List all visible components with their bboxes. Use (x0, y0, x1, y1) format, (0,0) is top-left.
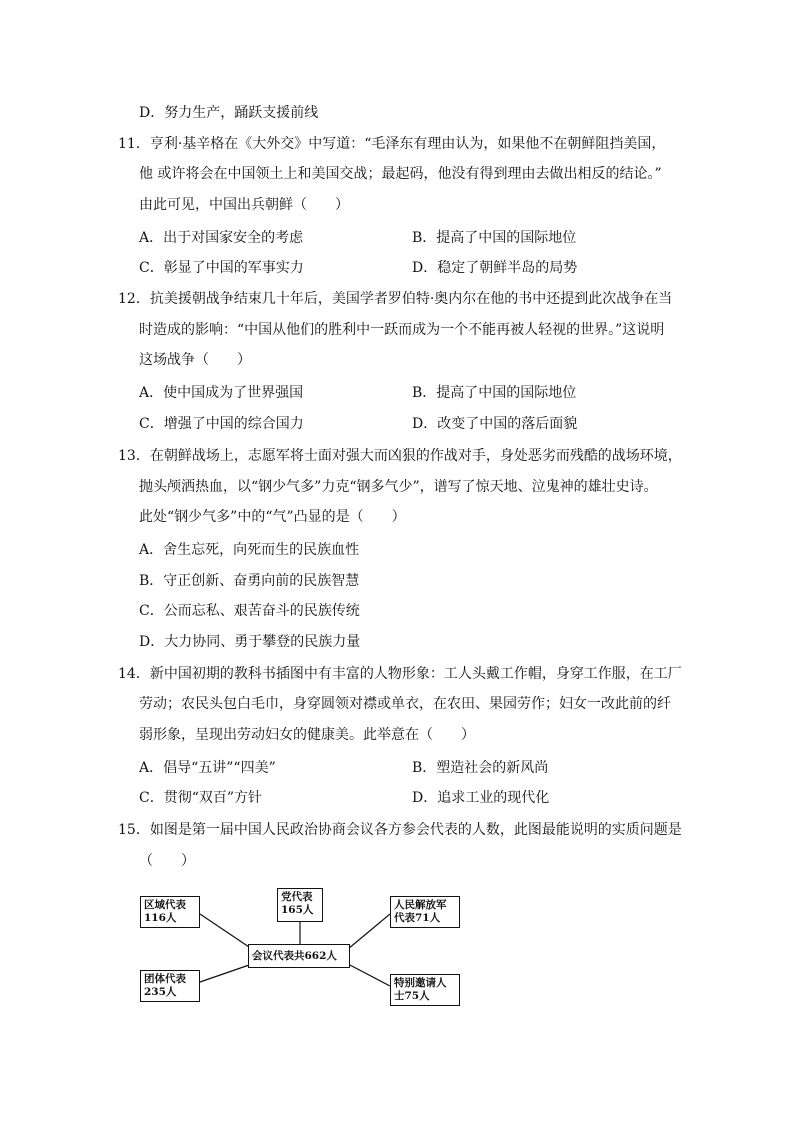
q13-option-a: A．舍生忘死，向死而生的民族血性 (139, 542, 360, 558)
q12-option-b: B．提高了中国的国际地位 (412, 385, 577, 401)
q11-option-c: C．彰显了中国的军事实力 (139, 260, 304, 276)
connector-special (348, 964, 390, 986)
q14-stem-line-3: 弱形象，呈现出劳动妇女的健康美。此举意在（ ） (139, 727, 475, 743)
q12-stem-line-2: 时造成的影响：“中国从他们的胜利中一跃而成为一个不能再被人轻视的世界。”这说明 (139, 322, 665, 338)
q14-option-d: D．追求工业的现代化 (412, 790, 550, 806)
center-box: 会议代表共662人 (248, 944, 350, 968)
connector-pla (348, 914, 390, 949)
connector-group (200, 964, 252, 982)
special-box: 特别邀请人士75人 (390, 974, 460, 1006)
q11-option-d: D．稳定了朝鲜半岛的局势 (412, 260, 578, 276)
q14-option-a: A．倡导“五讲”“四美” (139, 760, 276, 776)
q13-stem-line-1: 13．在朝鲜战场上，志愿军将士面对强大而凶狠的作战对手，身处恶劣而残酷的战场环境， (118, 448, 682, 464)
q15-stem-line-1: 15．如图是第一届中国人民政治协商会议各方参会代表的人数，此图最能说明的实质问题是 (118, 822, 682, 838)
connector-district (200, 914, 252, 949)
q13-stem-line-2: 抛头颅洒热血，以“钢少气多”力克“钢多气少”，谱写了惊天地、泣鬼神的雄壮史诗。 (139, 479, 658, 495)
q12-stem-line-3: 这场战争（ ） (139, 352, 251, 368)
q12-option-a: A．使中国成为了世界强国 (139, 385, 304, 401)
party-box: 党代表165人 (277, 888, 323, 922)
q14-option-b: B．塑造社会的新风尚 (412, 760, 549, 776)
q13-option-c: C．公而忘私、艰苦奋斗的民族传统 (139, 603, 360, 619)
q15-stem-line-2: （ ） (139, 853, 195, 869)
q14-stem-line-2: 劳动；农民头包白毛巾，身穿圆领对襟或单衣，在农田、果园劳作；妇女一改此前的纤 (139, 696, 671, 712)
q13-option-d: D．大力协同、勇于攀登的民族力量 (139, 634, 361, 650)
q11-option-a: A．出于对国家安全的考虑 (139, 230, 304, 246)
group-box: 团体代表235人 (140, 970, 200, 1002)
q12-option-d: D．改变了中国的落后面貌 (412, 416, 578, 432)
q11-stem-line-1: 11．亨利·基辛格在《大外交》中写道：“毛泽东有理由认为，如果他不在朝鲜阻挡美国， (118, 136, 666, 152)
q13-option-b: B．守正创新、奋勇向前的民族智慧 (139, 573, 360, 589)
delegates-diagram (140, 884, 470, 1014)
q14-stem-line-1: 14．新中国初期的教科书插图中有丰富的人物形象：工人头戴工作帽，身穿工作服，在工厂 (118, 666, 682, 682)
q11-stem-line-2: 他 或许将会在中国领土上和美国交战；最起码，他没有得到理由去做出相反的结论。” (139, 166, 662, 182)
q14-option-c: C．贯彻“双百”方针 (139, 790, 263, 806)
q12-option-c: C．增强了中国的综合国力 (139, 416, 304, 432)
q10-option-d: D．努力生产，踊跃支援前线 (139, 105, 319, 121)
q11-option-b: B．提高了中国的国际地位 (412, 230, 577, 246)
q13-stem-line-3: 此处“钢少气多”中的“气”凸显的是（ ） (139, 509, 406, 525)
pla-box: 人民解放军代表71人 (390, 896, 460, 928)
q11-stem-line-3: 由此可见，中国出兵朝鲜（ ） (139, 197, 349, 213)
district-box: 区域代表116人 (140, 896, 200, 928)
q12-stem-line-1: 12．抗美援朝战争结束几十年后，美国学者罗伯特·奥内尔在他的书中还提到此次战争在当 (118, 291, 673, 307)
